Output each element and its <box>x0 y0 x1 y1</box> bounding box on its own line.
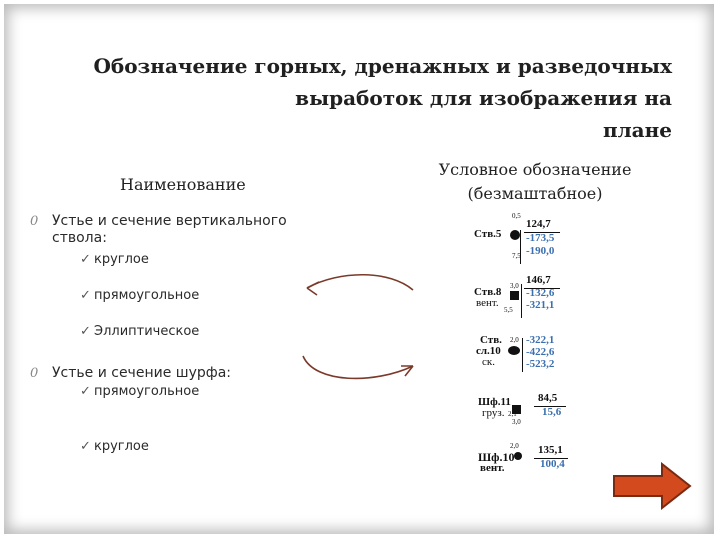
sub-item-label: прямоугольное <box>94 384 200 399</box>
arrow-right-curve <box>303 356 413 378</box>
title-line: Обозначение горных, дренажных и разведочных <box>93 54 672 78</box>
symbol-depth: -132,6 <box>526 287 555 299</box>
sub-item <box>80 288 199 303</box>
symbol-depth: 100,4 <box>540 458 565 470</box>
elliptic-shaft-icon <box>508 346 520 355</box>
symbol-dimension: 7,5 <box>512 252 521 260</box>
symbol-elevation: 146,7 <box>526 274 551 286</box>
symbol-bottom: -190,0 <box>526 245 555 257</box>
bullet-marker: 0 <box>30 214 39 229</box>
symbol-depth: -173,5 <box>526 232 555 244</box>
symbol-subname: вент. <box>476 297 499 309</box>
symbol-elevation: -322,1 <box>526 334 555 346</box>
check-icon: ✓ <box>80 252 91 267</box>
next-slide-button[interactable] <box>612 462 692 510</box>
list-item-label: ствола: <box>52 230 107 246</box>
symbol-pit-rect <box>478 390 588 430</box>
sub-item-label: Эллиптическое <box>94 324 200 339</box>
round-shaft-icon <box>510 230 520 240</box>
list-item-label: Устье и сечение вертикального <box>52 213 287 229</box>
list-item-shaft <box>52 213 287 247</box>
title-line: выработок для изображения на <box>295 86 672 110</box>
symbol-dimension: 2,0 <box>510 442 519 450</box>
check-icon: ✓ <box>80 384 91 399</box>
symbol-bottom: -321,1 <box>526 299 555 311</box>
symbol-dimension: 2,1 <box>508 410 517 418</box>
symbol-shaft-elliptic <box>474 332 584 382</box>
rect-shaft-icon <box>510 291 519 300</box>
symbol-rule <box>522 338 523 372</box>
symbol-subname: груз. <box>482 407 505 419</box>
column-header-symbol <box>430 158 640 206</box>
round-pit-icon <box>514 452 522 460</box>
symbol-dimension: 3,0 <box>510 282 519 290</box>
check-icon: ✓ <box>80 288 91 303</box>
symbol-shaft-rect <box>474 272 584 322</box>
sub-item <box>80 252 149 267</box>
check-icon: ✓ <box>80 439 91 454</box>
arrow-left-curve <box>307 275 413 290</box>
symbol-name: Шф.10 <box>478 450 515 464</box>
symbol-name: Ств. <box>480 334 502 346</box>
list-item-pit <box>52 365 231 381</box>
sub-item-label: круглое <box>94 252 149 267</box>
sub-item <box>80 384 199 399</box>
symbol-subname: вент. <box>480 462 505 474</box>
symbol-name: Шф.11 <box>478 396 511 408</box>
sub-item-label: круглое <box>94 439 149 454</box>
symbol-name: Ств.8 <box>474 286 502 298</box>
symbol-elevation: 84,5 <box>538 392 558 404</box>
list-item-label: Устье и сечение шурфа: <box>52 365 232 381</box>
symbol-depth: 15,6 <box>542 406 562 418</box>
header-line: (безмаштабное) <box>467 184 603 203</box>
symbol-name: Ств.5 <box>474 228 502 240</box>
title-line: плане <box>602 118 672 142</box>
symbol-shaft-round <box>474 212 584 262</box>
symbol-dimension: 3,0 <box>512 418 521 426</box>
sub-item <box>80 439 149 454</box>
sub-item-label: прямоугольное <box>94 288 200 303</box>
sub-item <box>80 324 199 339</box>
column-header-name: Наименование <box>120 175 246 194</box>
symbol-rule <box>521 284 522 318</box>
symbol-bottom: -523,2 <box>526 358 555 370</box>
bullet-marker: 0 <box>30 366 39 381</box>
symbol-dimension: 5,5 <box>504 306 513 314</box>
symbol-elevation: 124,7 <box>526 218 551 230</box>
symbol-elevation: 135,1 <box>538 444 563 456</box>
symbol-depth: -422,6 <box>526 346 555 358</box>
symbol-pit-round <box>478 442 588 482</box>
check-icon: ✓ <box>80 324 91 339</box>
slide-title <box>60 50 672 146</box>
symbol-subname: сл.10 <box>476 345 501 357</box>
symbol-subname: ск. <box>482 356 495 368</box>
arrow-right-icon <box>614 464 690 508</box>
header-line: Условное обозначение <box>438 160 632 179</box>
connector-arrows <box>295 268 425 388</box>
symbol-dimension: 2,0 <box>510 336 519 344</box>
symbol-dimension: 0,5 <box>512 212 521 220</box>
